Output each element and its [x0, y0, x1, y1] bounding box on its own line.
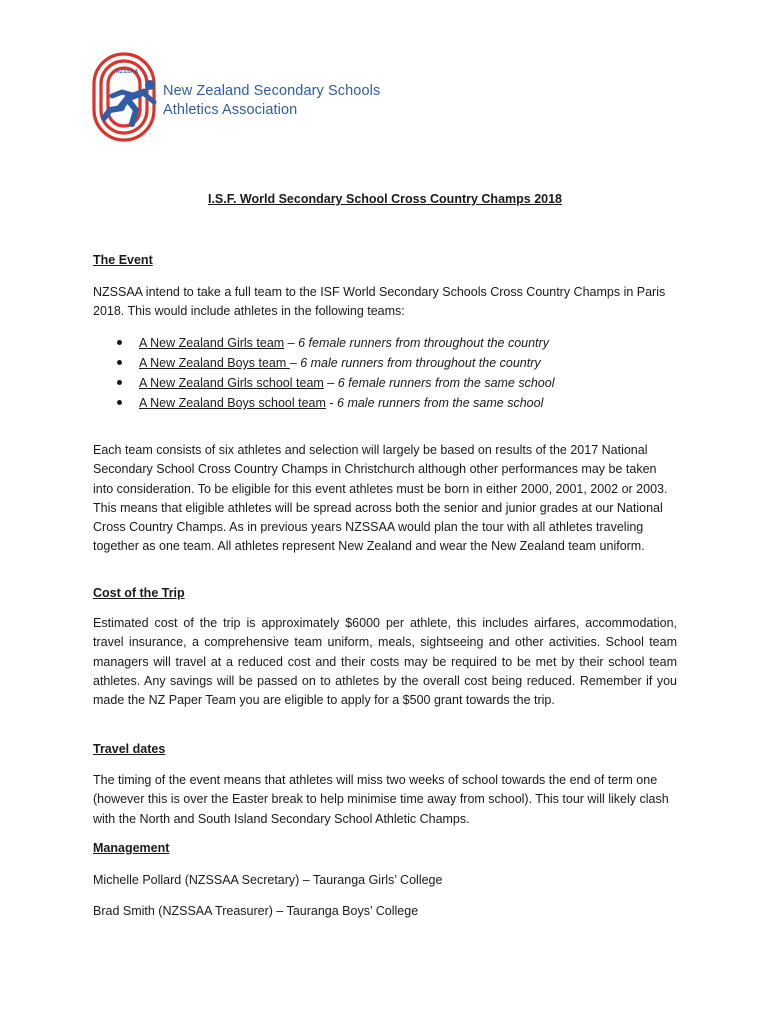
- event-intro: NZSSAA intend to take a full team to the ISF World Secondary Schools Cross Country Champs in Paris 2018. This would include athletes in the following teams:: [93, 285, 666, 319]
- document-title: I.S.F. World Secondary School Cross Country Champs 2018: [207, 192, 563, 206]
- team-separator: –: [323, 376, 338, 390]
- teams-list: [93, 333, 555, 413]
- list-item: [93, 373, 555, 393]
- logo-line-1: New Zealand Secondary Schools: [163, 83, 381, 99]
- management-person: Michelle Pollard (NZSSAA Secretary) – Tauranga Girls’ College: [93, 873, 443, 887]
- team-desc: 6 male runners from throughout the country: [300, 356, 541, 370]
- list-item: [93, 353, 555, 373]
- heading-travel-dates: Travel dates: [93, 742, 166, 756]
- team-name: A New Zealand Boys team: [139, 356, 290, 370]
- management-person: Brad Smith (NZSSAA Treasurer) – Tauranga Boys’ College: [93, 904, 419, 918]
- team-name: A New Zealand Girls team: [139, 336, 285, 350]
- logo-wordmark: [163, 82, 380, 120]
- team-desc: 6 female runners from throughout the country: [298, 336, 549, 350]
- team-separator: –: [284, 336, 299, 350]
- logo-line-2: Athletics Association: [163, 102, 298, 118]
- logo-badge-text: NZSSAA: [116, 69, 139, 75]
- heading-management: Management: [93, 841, 170, 855]
- heading-the-event: The Event: [93, 253, 153, 267]
- team-name: A New Zealand Boys school team: [139, 396, 326, 410]
- event-details: Each team consists of six athletes and selection will largely be based on results of the 2017 National Secondary School Cross Country Champs in Christchurch although other performances may be taken into consideration. To be eligible for this event athletes must be born in either 2000, 2001, 2002 or 2003. This means that eligible athletes will be spread across both the senior and junior grades at our National Cross Country Champs. As in previous years NZSSAA would plan the tour with all athletes traveling together as one team. All athletes represent New Zealand and wear the New Zealand team uniform.: [93, 443, 668, 554]
- team-name: A New Zealand Girls school team: [139, 376, 324, 390]
- team-desc: 6 male runners from the same school: [337, 396, 544, 410]
- team-desc: 6 female runners from the same school: [337, 376, 555, 390]
- travel-text: The timing of the event means that athletes will miss two weeks of school towards the end of term one (however this is over the Easter break to help minimise time away from school). This tour will likely clash with the North and South Island Secondary School Athletic Champs.: [93, 773, 669, 826]
- track-runner-icon: [92, 52, 164, 144]
- team-separator: –: [289, 356, 301, 370]
- list-item: [93, 333, 555, 353]
- list-item: [93, 393, 555, 413]
- heading-cost-of-trip: Cost of the Trip: [93, 586, 185, 600]
- cost-text: Estimated cost of the trip is approximately $6000 per athlete, this includes airfares, accommodation, travel insurance, a comprehensive team uniform, meals, sightseeing and other activities. School team managers will travel at a reduced cost and their costs may be required to be met by their school team athletes. Any savings will be passed on to athletes by the overall cost being reduced. Remember if you made the NZ Paper Team you are eligible to apply for a $500 grant towards the trip.: [93, 616, 677, 708]
- team-separator: -: [325, 396, 338, 410]
- nzssaa-logo: [92, 52, 412, 144]
